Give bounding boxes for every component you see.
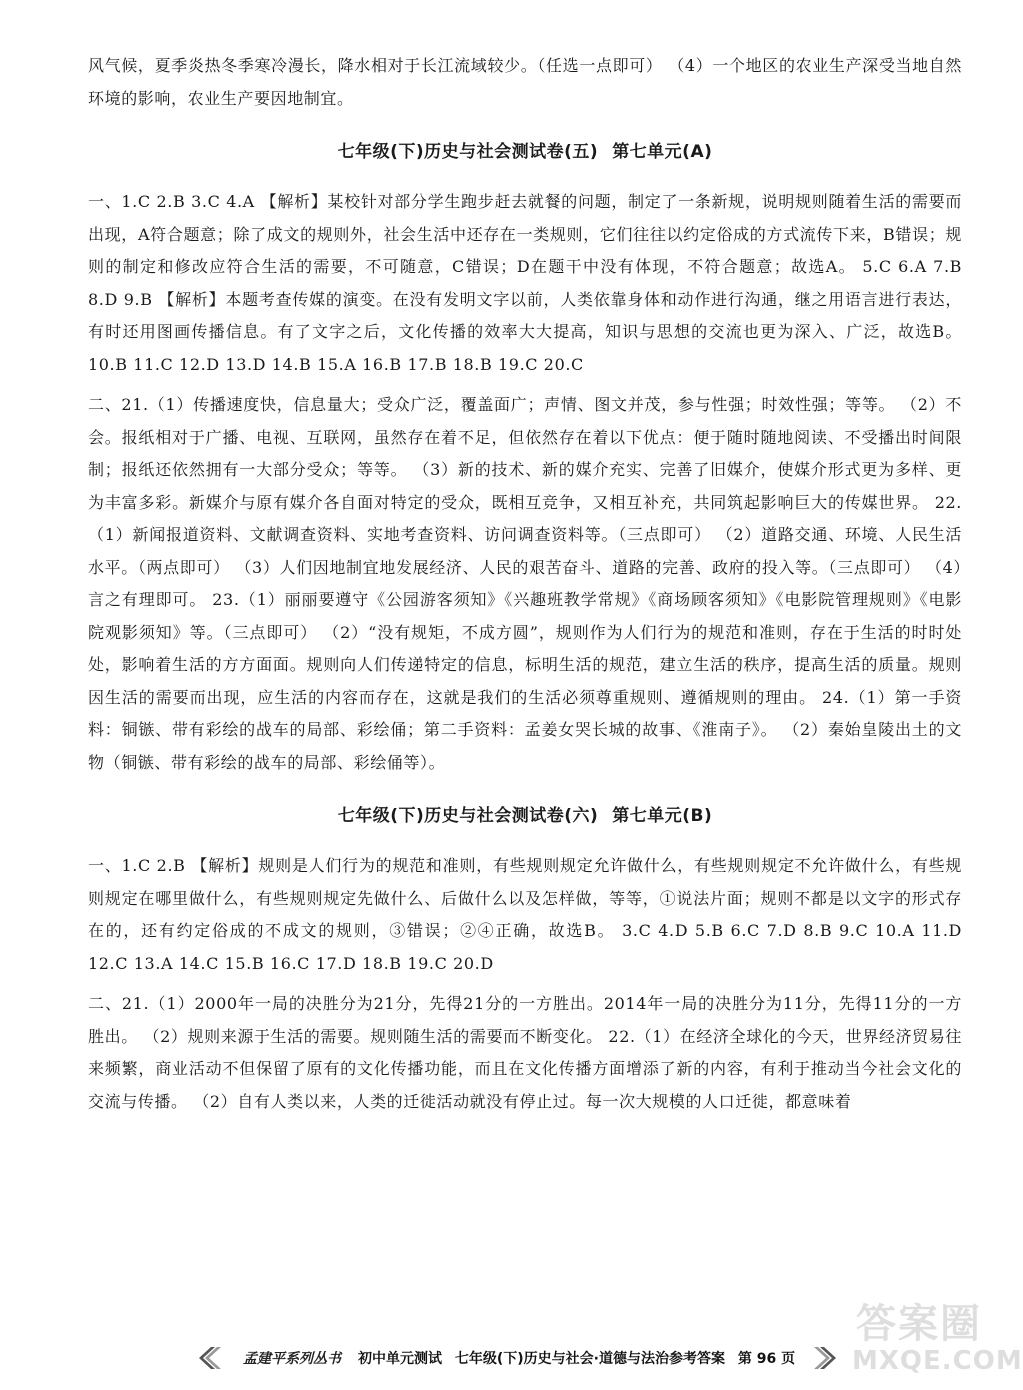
book-name: 初中单元测试 — [358, 1351, 442, 1367]
answer-part-choice: 一、1.C 2.B 【解析】规则是人们行为的规范和准则，有些规则规定允许做什么，有些规则规定不允许做什么，有些规则规定在哪里做什么，有些规则规定先做什么、后做什么以及怎样做，等等，①说法片面；规则不都是以文字的形式存在的，还有约定俗成的不成文的规则，③错误；②④正确，故选B。 3.C 4.D 5.B 6.C 7.D 8.B 9.C 10.A 11.D 12.C 13.A 14.C 15.B 16.C 17.D 18.B 19.C 20.D — [88, 856, 962, 973]
chevron-left-icon — [195, 1344, 223, 1372]
page-content — [88, 50, 962, 1118]
page-number: 第 96 页 — [737, 1351, 796, 1367]
section-title: 七年级(下)历史与社会测试卷(六) — [337, 806, 599, 826]
watermark-url: MXQE.COM — [852, 1346, 1023, 1376]
intro-paragraph: 风气候，夏季炎热冬季寒冷漫长，降水相对于长江流域较少。（任选一点即可） （4）一个地区的农业生产深受当地自然环境的影响，农业生产要因地制宜。 — [88, 56, 962, 108]
watermark-logo — [838, 1288, 1023, 1388]
section-heading-5 — [88, 137, 962, 162]
answer-part-choice: 一、1.C 2.B 3.C 4.A 【解析】某校针对部分学生跑步赶去就餐的问题，制定了一条新规，说明规则随着生活的需要而出现，A符合题意；除了成文的规则外，社会生活中还存在一类规则，它们往往以约定俗成的方式流传下来，B错误；规则的制定和修改应符合生活的需要，不可随意，C错误；D在题干中没有体现，不符合题意；故选A。 5.C 6.A 7.B 8.D 9.B 【解析】本题考查传媒的演变。在没有发明文字以前，人类依靠身体和动作进行沟通，继之用语言进行表达，有时还用图画传播信息。有了文字之后，文化传播的效率大大提高，知识与思想的交流也更为深入、广泛，故选B。 10.B 11.C 12.D 13.D 14.B 15.A 16.B 17.B 18.B 19.C 20.C — [88, 192, 962, 374]
section-unit: 第七单元(A) — [612, 142, 713, 162]
section-title: 七年级(下)历史与社会测试卷(五) — [337, 142, 599, 162]
section-heading-6 — [88, 801, 962, 826]
watermark-text: 答案圈 — [856, 1301, 982, 1347]
footer-text — [358, 1348, 803, 1368]
chevron-right-icon — [812, 1344, 840, 1372]
section-unit: 第七单元(B) — [612, 806, 713, 826]
series-name: 孟建平系列丛书 — [243, 1351, 341, 1367]
subject-name: 七年级(下)历史与社会·道德与法治参考答案 — [454, 1351, 725, 1367]
answer-part-essay: 二、21.（1）传播速度快，信息量大；受众广泛，覆盖面广；声情、图文并茂，参与性强；时效性强；等等。 （2）不会。报纸相对于广播、电视、互联网，虽然存在着不足，但依然存在着以下优点：便于随时随地阅读、不受播出时间限制；报纸还依然拥有一大部分受众；等等。 （3）新的技术、新的媒介充实、完善了旧媒介，使媒介形式更为多样、更为丰富多彩。新媒介与原有媒介各自面对特定的受众，既相互竞争，又相互补充，共同筑起影响巨大的传媒世界。 22.（1）新闻报道资料、文献调查资料、实地考查资料、访问调查资料等。（三点即可） （2）道路交通、环境、人民生活水平。（两点即可） （3）人们因地制宜地发展经济、人民的艰苦奋斗、道路的完善、政府的投入等。（三点即可） （4）言之有理即可。 23.（1）丽丽要遵守《公园游客须知》《兴趣班教学常规》《商场顾客须知》《电影院管理规则》《电影院观影须知》等。（三点即可） （2）“没有规矩，不成方圆”，规则作为人们行为的规范和准则，存在于生活的时时处处，影响着生活的方方面面。规则向人们传递特定的信息，标明生活的规范，建立生活的秩序，提高生活的质量。规则因生活的需要而出现，应生活的内容而存在，这就是我们的生活必须尊重规则、遵循规则的理由。 24.（1）第一手资料：铜镞、带有彩绘的战车的局部、彩绘俑；第二手资料：孟姜女哭长城的故事、《淮南子》。 （2）秦始皇陵出土的文物（铜镞、带有彩绘的战车的局部、彩绘俑等）。 — [88, 395, 962, 772]
answer-part-essay: 二、21.（1）2000年一局的决胜分为21分，先得21分的一方胜出。2014年一局的决胜分为11分，先得11分的一方胜出。 （2）规则来源于生活的需要。规则随生活的需要而不断变化。 22.（1）在经济全球化的今天，世界经济贸易往来频繁，商业活动不但保留了原有的文化传播功能，而且在文化传播方面增添了新的内容，有利于推动当今社会文化的交流与传播。 （2）自有人类以来，人类的迁徙活动就没有停止过。每一次大规模的人口迁徙，都意味着 — [88, 994, 962, 1111]
